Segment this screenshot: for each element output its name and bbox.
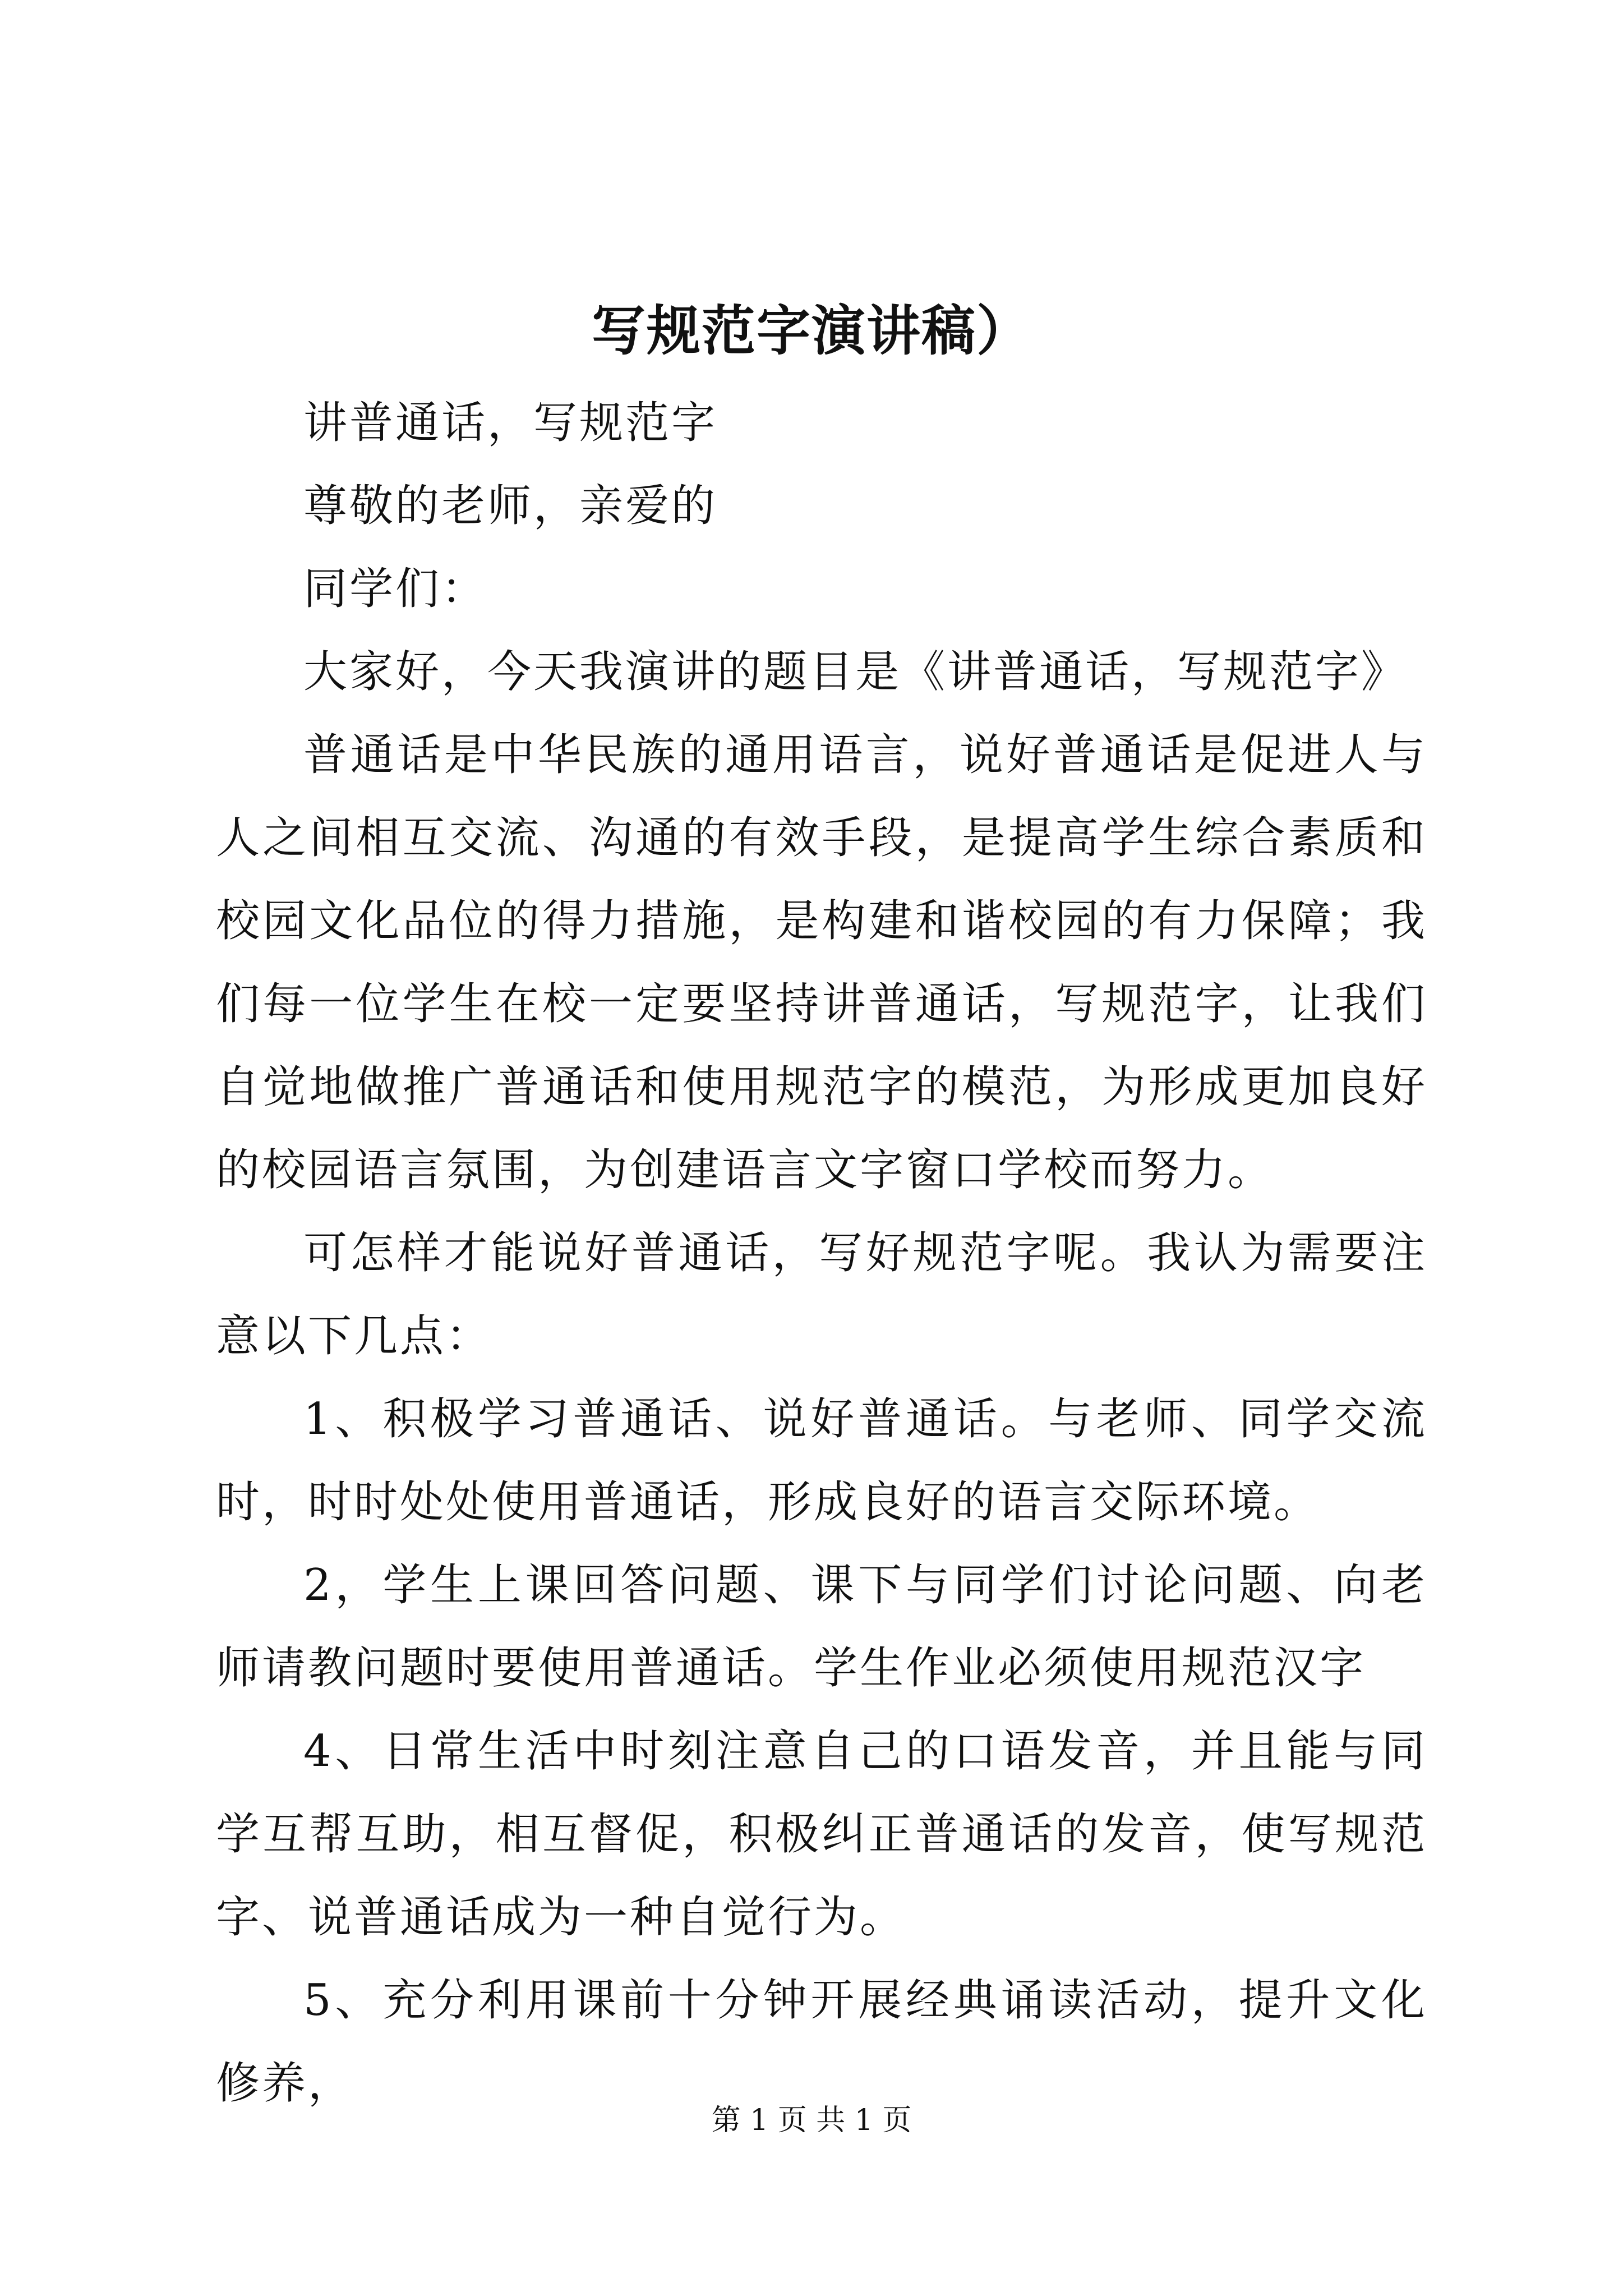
document-title: 写规范字演讲稿） — [592, 299, 1031, 362]
paragraph-greeting-1: 尊敬的老师，亲爱的 — [303, 481, 718, 531]
page-footer: 第 1 页 共 1 页 — [711, 2104, 912, 2137]
paragraph-intro: 大家好，今天我演讲的题目是《讲普通话，写规范字》 — [303, 647, 1408, 697]
paragraph-point-5: 5、充分利用课前十分钟开展经典诵读活动，提升文化修养， — [216, 1975, 1427, 2109]
paragraph-point-4: 4、日常生活中时刻注意自己的口语发音，并且能与同学互帮互助，相互督促，积极纠正普通话的发音，使写规范字、说普通话成为一种自觉行为。 — [216, 1726, 1427, 1943]
paragraph-greeting-2: 同学们： — [303, 564, 488, 614]
paragraph-point-2: 2，学生上课回答问题、课下与同学们讨论问题、向老师请教问题时要使用普通话。学生作业必须使用规范汉字 — [216, 1560, 1427, 1694]
paragraph-body-1: 普通话是中华民族的通用语言，说好普通话是促进人与人之间相互交流、沟通的有效手段，是提高学生综合素质和校园文化品位的得力措施，是构建和谐校园的有力保障；我们每一位学生在校一定要坚持讲普通话，写规范字，让我们自觉地做推广普通话和使用规范字的模范，为形成更加良好的校园语言氛围，为创建语言文字窗口学校而努力。 — [216, 730, 1427, 1195]
paragraph-body-2: 可怎样才能说好普通话，写好规范字呢。我认为需要注意以下几点： — [216, 1228, 1427, 1361]
paragraph-point-1: 1、积极学习普通话、说好普通话。与老师、同学交流时，时时处处使用普通话，形成良好的语言交际环境。 — [216, 1394, 1427, 1527]
document-body — [216, 381, 1427, 2125]
paragraph-topic: 讲普通话，写规范字 — [303, 398, 718, 448]
